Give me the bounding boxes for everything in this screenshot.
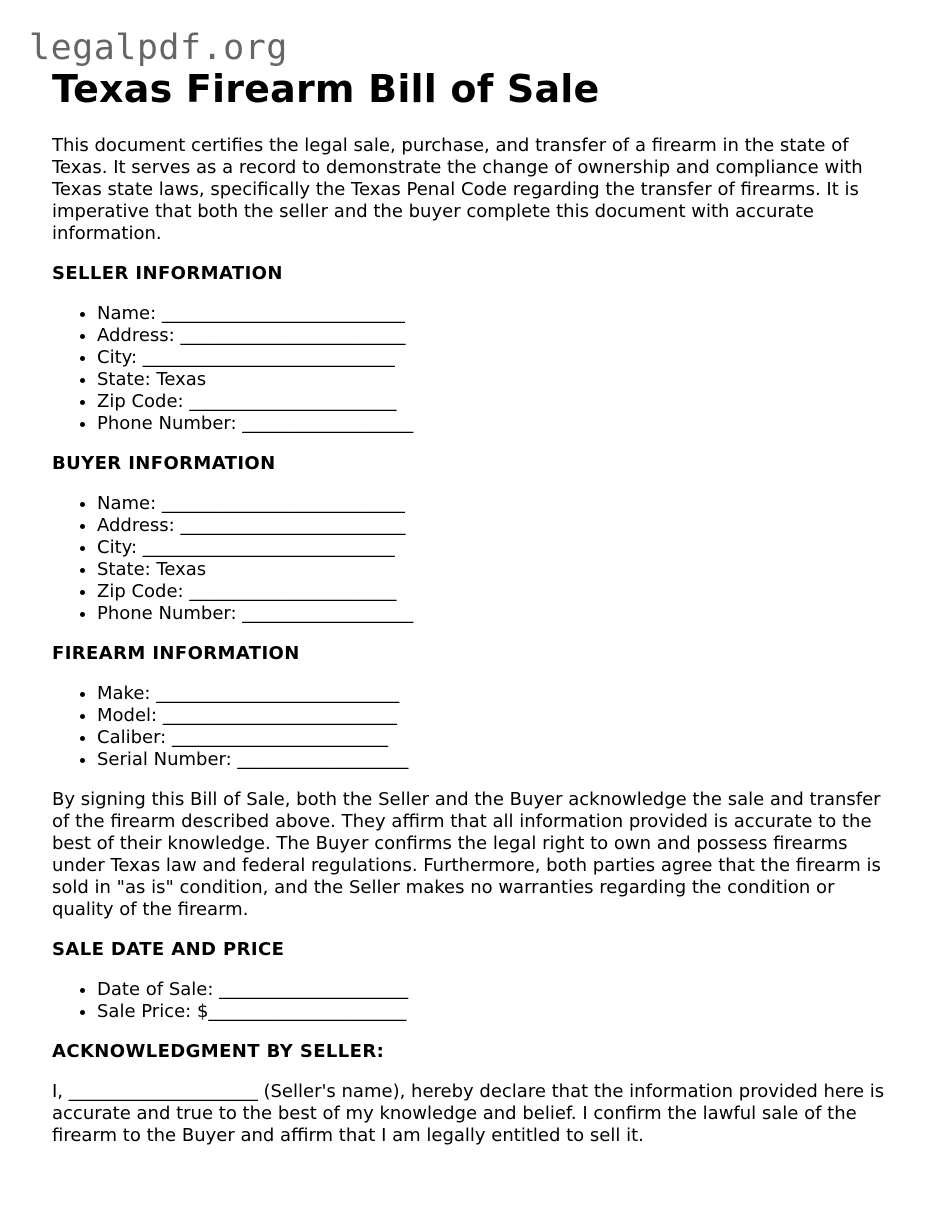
watermark: legalpdf.org bbox=[29, 28, 288, 68]
firearm-serial-field: • Serial Number: ___________________ bbox=[97, 749, 892, 771]
intro-paragraph: This document certifies the legal sale, purchase, and transfer of a firearm in the state of Texas. It serves as a record to demonstrate the change of ownership and compliance with Texas state laws, specifically the Texas Penal Code regarding the transfer of firearms. It is imperative that both the seller and the buyer complete this document with accurate information. bbox=[52, 135, 863, 244]
firearm-information-heading: FIREARM INFORMATION bbox=[52, 643, 300, 664]
sale-fields-list bbox=[52, 979, 892, 1023]
buyer-information-heading: BUYER INFORMATION bbox=[52, 453, 276, 474]
buyer-state-field: • State: Texas bbox=[97, 559, 892, 581]
seller-name-field: • Name: ___________________________ bbox=[97, 303, 892, 325]
buyer-zip-field: • Zip Code: _______________________ bbox=[97, 581, 892, 603]
buyer-fields-list bbox=[52, 493, 892, 625]
document-page bbox=[52, 66, 892, 1147]
buyer-city-field: • City: ____________________________ bbox=[97, 537, 892, 559]
firearm-make-field: • Make: ___________________________ bbox=[97, 683, 892, 705]
seller-phone-field: • Phone Number: ___________________ bbox=[97, 413, 892, 435]
sale-price-field: • Sale Price: $______________________ bbox=[97, 1001, 892, 1023]
sale-date-field: • Date of Sale: _____________________ bbox=[97, 979, 892, 1001]
acknowledgment-paragraph: By signing this Bill of Sale, both the Seller and the Buyer acknowledge the sale and transfer of the firearm described above. They affirm that all information provided is accurate to the best of their knowledge. The Buyer confirms the legal right to own and possess firearms under Texas law and federal regulations. Furthermore, both parties agree that the firearm is sold in "as is" condition, and the Seller makes no warranties regarding the condition or quality of the firearm. bbox=[52, 789, 881, 920]
sale-date-price-heading: SALE DATE AND PRICE bbox=[52, 939, 285, 960]
firearm-caliber-field: • Caliber: ________________________ bbox=[97, 727, 892, 749]
seller-acknowledgment-text: I, _____________________ (Seller's name), hereby declare that the information provided here is accurate and true to the best of my knowledge and belief. I confirm the lawful sale of the firearm to the Buyer and affirm that I am legally entitled to sell it. bbox=[52, 1081, 885, 1146]
seller-zip-field: • Zip Code: _______________________ bbox=[97, 391, 892, 413]
buyer-name-field: • Name: ___________________________ bbox=[97, 493, 892, 515]
document-title: Texas Firearm Bill of Sale bbox=[52, 67, 600, 111]
buyer-phone-field: • Phone Number: ___________________ bbox=[97, 603, 892, 625]
seller-information-heading: SELLER INFORMATION bbox=[52, 263, 283, 284]
firearm-fields-list bbox=[52, 683, 892, 771]
seller-address-field: • Address: _________________________ bbox=[97, 325, 892, 347]
buyer-address-field: • Address: _________________________ bbox=[97, 515, 892, 537]
seller-acknowledgment-heading: ACKNOWLEDGMENT BY SELLER: bbox=[52, 1041, 385, 1062]
seller-city-field: • City: ____________________________ bbox=[97, 347, 892, 369]
firearm-model-field: • Model: __________________________ bbox=[97, 705, 892, 727]
seller-state-field: • State: Texas bbox=[97, 369, 892, 391]
seller-fields-list bbox=[52, 303, 892, 435]
